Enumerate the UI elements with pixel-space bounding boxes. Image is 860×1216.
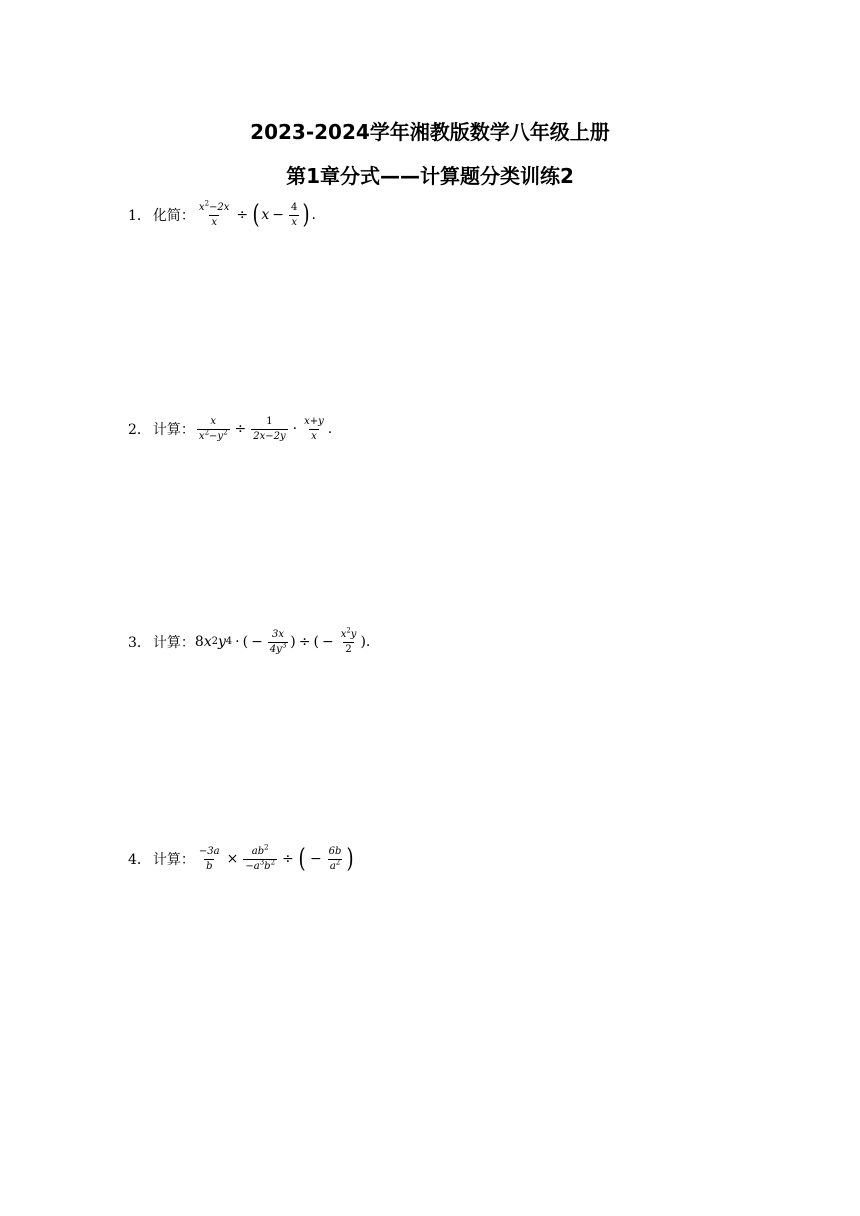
fraction: $\frac{x^2-2x}{x}$ (198, 199, 230, 228)
fraction: $\frac{x^2y}{2}$ (340, 626, 357, 655)
math-expression: $\frac{-3a}{b}$ × $\frac{ab^2}{-a^3b^2}$ ÷ ( − $\frac{6b}{a^2}$ ) (198, 843, 355, 874)
problem-number: 2． (128, 422, 151, 438)
fraction: $\frac{x+y}{x}$ (304, 416, 324, 442)
fraction: $\frac{ab^2}{-a^3b^2}$ (245, 843, 276, 872)
fraction: $\frac{1}{2x-2y}$ (253, 416, 286, 442)
math-expression: $\frac{x^2-2x}{x}$ ÷ ( x − $\frac{4}{x}$ ) . (198, 199, 316, 230)
document-subtitle: 第1章分式——计算题分类训练2 (286, 164, 574, 188)
problem-number: 3． (128, 635, 151, 651)
problem-instruction: 化简： (152, 208, 195, 224)
document-title: 2023-2024学年湘教版数学八年级上册 (250, 120, 610, 144)
math-expression: $\frac{x}{x^2-y^2}$ ÷ $\frac{1}{2x-2y}$ · $\frac{x+y}{x}$ . (198, 416, 333, 442)
problem-1 (128, 199, 316, 230)
fraction: $\frac{x}{x^2-y^2}$ (198, 416, 228, 442)
fraction: $\frac{6b}{a^2}$ (328, 846, 342, 872)
fraction: $\frac{3x}{4y^3}$ (269, 629, 287, 655)
fraction: $\frac{4}{x}$ (290, 202, 298, 228)
math-expression: 8 x 2 y 4 · ( − $\frac{3x}{4y^3}$ ) ÷ ( − $\frac{x^2y}{2}$ ) . (194, 626, 371, 655)
problem-number: 4． (128, 852, 151, 868)
problem-instruction: 计算： (152, 422, 195, 438)
problem-number: 1． (128, 208, 151, 224)
problem-4 (128, 843, 356, 874)
problem-2 (128, 416, 332, 442)
problem-instruction: 计算： (152, 635, 195, 651)
fraction: $\frac{-3a}{b}$ (198, 846, 220, 872)
problem-3 (128, 626, 371, 655)
problem-instruction: 计算： (152, 852, 195, 868)
